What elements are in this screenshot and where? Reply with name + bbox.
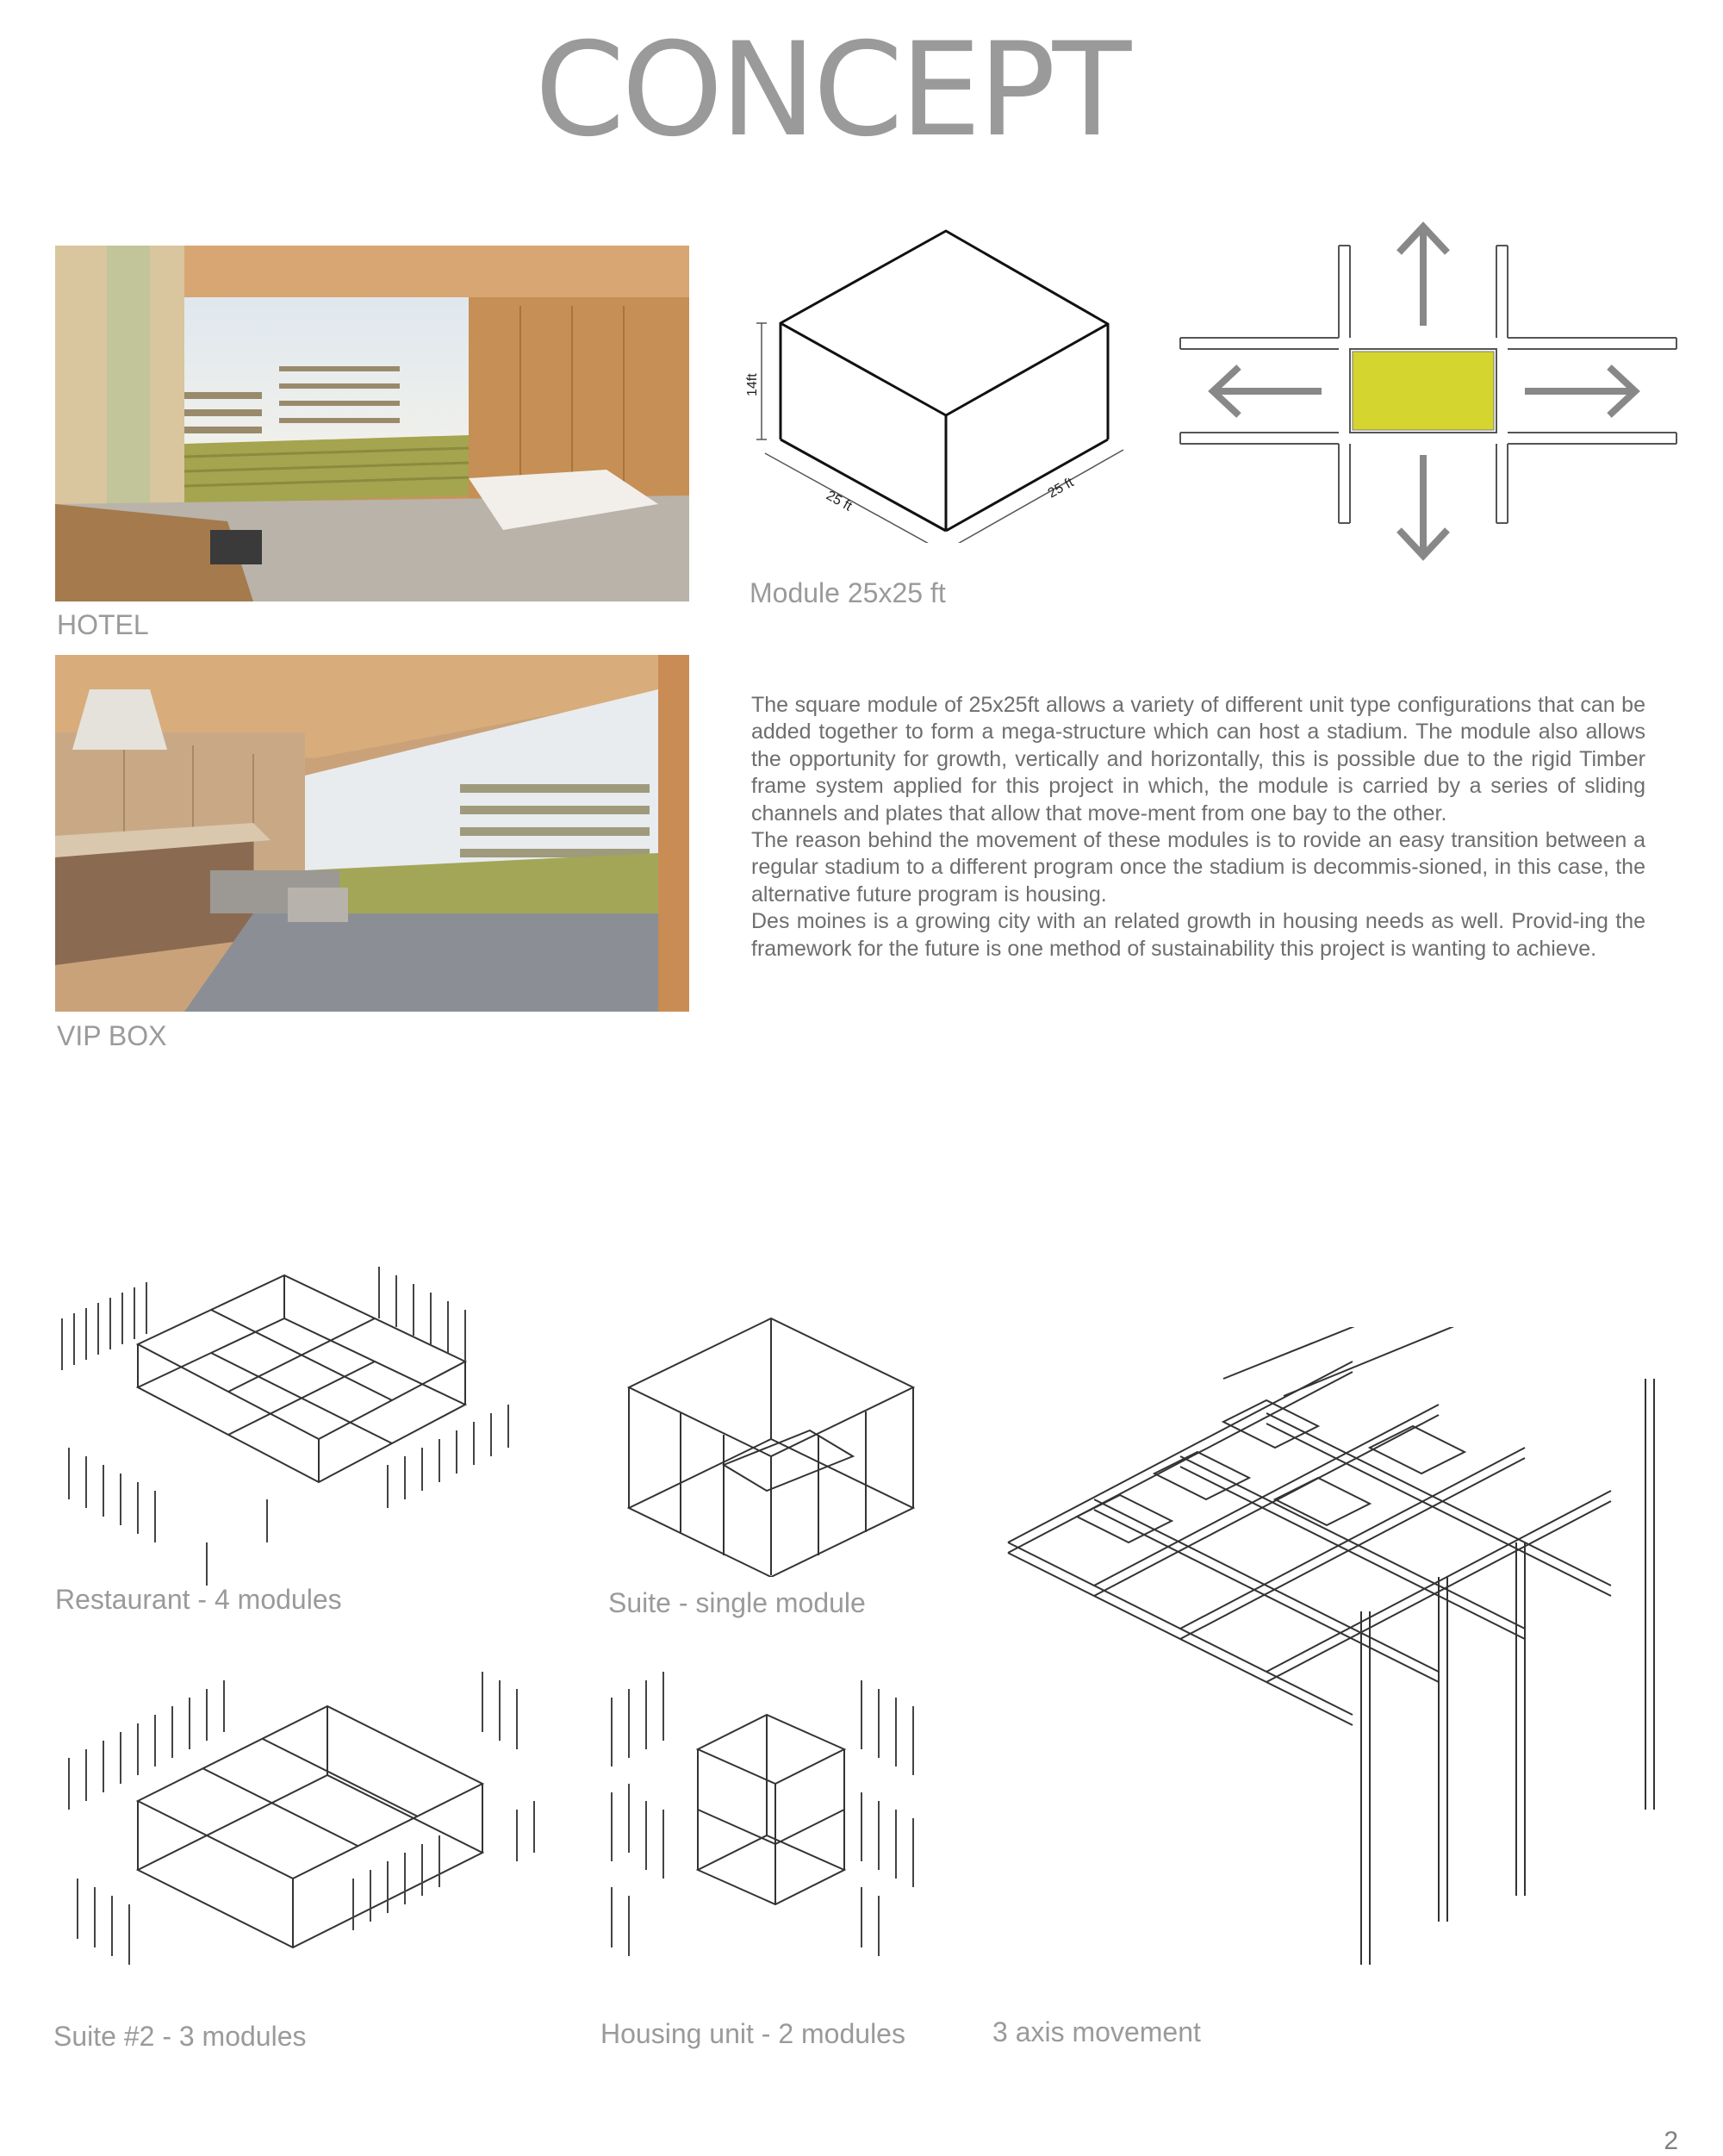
module-width-label: 25 ft — [824, 488, 855, 514]
module-height-label: 14ft — [745, 373, 760, 396]
vip-box-caption: VIP BOX — [57, 1020, 167, 1051]
concept-description — [751, 692, 1645, 963]
description-paragraph-3: Des moines is a growing city with an related growth in housing needs as well. Provid-ing the framework for the future is one method of sustainability this project is wanting to achieve. — [751, 909, 1645, 961]
vip-box-render — [55, 655, 689, 1012]
housing-unit-caption: Housing unit - 2 modules — [600, 2018, 905, 2049]
module-depth-label: 25 ft — [1045, 475, 1077, 502]
suite-2-axonometric — [52, 1663, 569, 2008]
hotel-caption: HOTEL — [57, 609, 149, 640]
suite-2-caption: Suite #2 - 3 modules — [53, 2021, 307, 2052]
hotel-render — [55, 246, 689, 601]
restaurant-axonometric — [52, 1249, 569, 1594]
suite-single-caption: Suite - single module — [608, 1587, 866, 1618]
module-block — [1353, 352, 1494, 430]
three-axis-structure — [991, 1327, 1663, 1965]
three-axis-caption: 3 axis movement — [992, 2016, 1201, 2047]
housing-unit-axonometric — [603, 1663, 965, 2008]
module-diagram — [741, 224, 1154, 543]
restaurant-caption: Restaurant - 4 modules — [55, 1584, 342, 1615]
description-paragraph-1: The square module of 25x25ft allows a variety of different unit type configurations that can be added together to form a mega-structure which can host a stadium. The module also allows the opportunity for growth, vertically and horizontally, this is possible due to the rigid Timber frame system applied for this project in which, the module is carried by a series of sliding channels and plates that allow that move-ment from one bay to the other. — [751, 693, 1645, 826]
description-paragraph-2: The reason behind the movement of these modules is to rovide an easy transition between a regular stadium to a different program once the stadium is decommis-sioned, in this case, the alternative future program is housing. — [751, 828, 1645, 907]
page-number: 2 — [1664, 2127, 1678, 2155]
page-title: CONCEPT — [534, 16, 1129, 165]
movement-diagram — [1177, 211, 1680, 573]
module-caption: Module 25x25 ft — [750, 577, 946, 608]
suite-single-axonometric — [612, 1293, 939, 1577]
